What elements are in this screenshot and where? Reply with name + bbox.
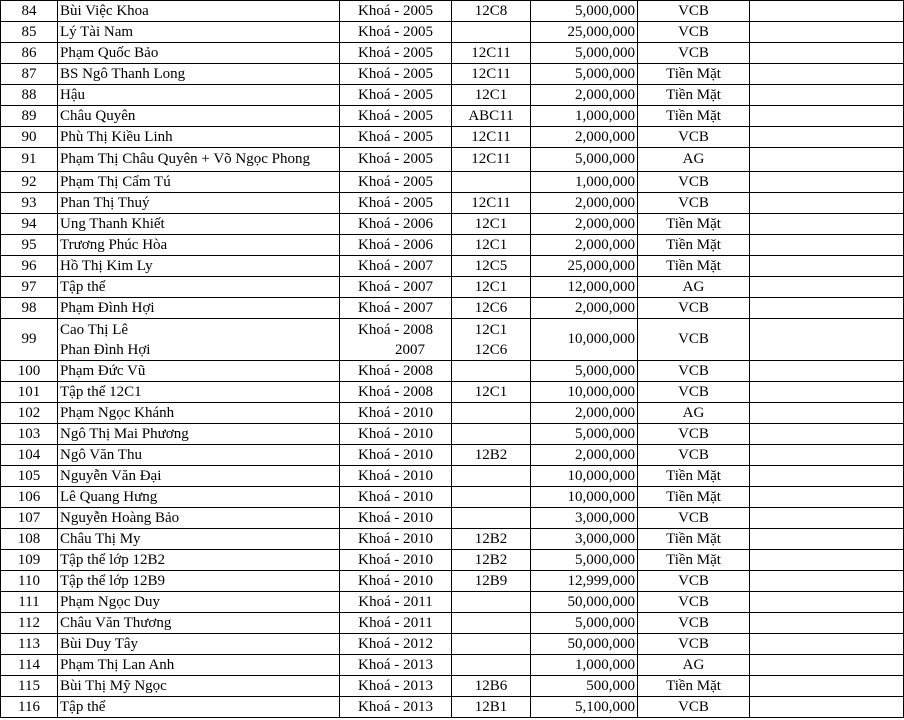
amount-cell[interactable]: 5,000,000 <box>531 1 638 22</box>
payment-method-cell[interactable]: VCB <box>638 571 750 592</box>
amount-cell[interactable]: 5,000,000 <box>531 424 638 445</box>
empty-cell[interactable] <box>750 655 904 676</box>
row-number-cell[interactable]: 96 <box>1 256 58 277</box>
payment-method-cell[interactable]: Tiền Mặt <box>638 487 750 508</box>
empty-cell[interactable] <box>750 193 904 214</box>
amount-cell[interactable]: 2,000,000 <box>531 127 638 148</box>
empty-cell[interactable] <box>750 697 904 718</box>
empty-cell[interactable] <box>750 466 904 487</box>
table-row <box>1 613 904 634</box>
class-cell[interactable]: 12B9 <box>452 571 531 592</box>
row-number-cell[interactable]: 98 <box>1 298 58 319</box>
row-number-cell[interactable]: 104 <box>1 445 58 466</box>
amount-cell[interactable]: 50,000,000 <box>531 592 638 613</box>
class-cell[interactable] <box>452 424 531 445</box>
empty-cell[interactable] <box>750 571 904 592</box>
table-row <box>1 382 904 403</box>
empty-cell[interactable] <box>750 1 904 22</box>
row-number-cell[interactable]: 89 <box>1 106 58 127</box>
table-row <box>1 64 904 85</box>
empty-cell[interactable] <box>750 550 904 571</box>
table-row <box>1 235 904 256</box>
donor-name-cell[interactable]: Phạm Thị Cẩm Tú <box>58 172 340 193</box>
table-row <box>1 550 904 571</box>
donor-name-cell[interactable]: Lê Quang Hưng <box>58 487 340 508</box>
cohort-cell[interactable]: Khoá - 2010 <box>340 487 452 508</box>
class-cell[interactable]: 12C1 <box>452 85 531 106</box>
cohort-cell[interactable]: Khoá - 2007 <box>340 298 452 319</box>
table-row <box>1 445 904 466</box>
table-row <box>1 127 904 148</box>
class-cell[interactable]: 12C8 <box>452 1 531 22</box>
amount-cell[interactable]: 2,000,000 <box>531 298 638 319</box>
payment-method-cell[interactable]: Tiền Mặt <box>638 676 750 697</box>
row-number-cell[interactable]: 110 <box>1 571 58 592</box>
row-number-cell[interactable]: 86 <box>1 43 58 64</box>
cohort-cell[interactable]: Khoá - 2005 <box>340 43 452 64</box>
table-row <box>1 193 904 214</box>
amount-cell[interactable]: 5,000,000 <box>531 361 638 382</box>
table-row <box>1 148 904 172</box>
row-number-cell[interactable]: 84 <box>1 1 58 22</box>
row-number-cell[interactable]: 91 <box>1 148 58 172</box>
row-number-cell[interactable]: 97 <box>1 277 58 298</box>
donor-name-cell[interactable]: Lý Tài Nam <box>58 22 340 43</box>
table-row <box>1 508 904 529</box>
payment-method-cell[interactable]: VCB <box>638 361 750 382</box>
empty-cell[interactable] <box>750 403 904 424</box>
class-cell[interactable]: 12C11 <box>452 127 531 148</box>
payment-method-cell[interactable]: Tiền Mặt <box>638 466 750 487</box>
cohort-cell[interactable]: Khoá - 2007 <box>340 277 452 298</box>
payment-method-cell[interactable]: Tiền Mặt <box>638 550 750 571</box>
row-number-cell[interactable]: 102 <box>1 403 58 424</box>
class-cell[interactable] <box>452 403 531 424</box>
donor-name-cell[interactable]: Phạm Quốc Bảo <box>58 43 340 64</box>
donor-name-cell[interactable]: Tập thể <box>58 697 340 718</box>
class-cell[interactable] <box>452 508 531 529</box>
donor-name-cell[interactable]: Phan Thị Thuý <box>58 193 340 214</box>
donor-name-cell[interactable]: Châu Thị My <box>58 529 340 550</box>
amount-cell[interactable]: 3,000,000 <box>531 529 638 550</box>
table-row <box>1 571 904 592</box>
table-row <box>1 22 904 43</box>
payment-method-cell[interactable]: AG <box>638 403 750 424</box>
cohort-cell[interactable]: Khoá - 2010 <box>340 445 452 466</box>
cohort-cell[interactable]: Khoá - 2010 <box>340 571 452 592</box>
empty-cell[interactable] <box>750 22 904 43</box>
payment-method-cell[interactable]: VCB <box>638 127 750 148</box>
amount-cell[interactable]: 1,000,000 <box>531 172 638 193</box>
cohort-cell[interactable]: Khoá - 2010 <box>340 550 452 571</box>
empty-cell[interactable] <box>750 634 904 655</box>
amount-cell[interactable]: 500,000 <box>531 676 638 697</box>
empty-cell[interactable] <box>750 64 904 85</box>
payment-method-cell[interactable]: Tiền Mặt <box>638 235 750 256</box>
table-row <box>1 214 904 235</box>
class-cell[interactable] <box>452 487 531 508</box>
class-cell-line-2: 12C6 <box>474 341 508 358</box>
cohort-cell[interactable]: Khoá - 2010 <box>340 466 452 487</box>
class-cell[interactable] <box>452 466 531 487</box>
cohort-cell[interactable]: Khoá - 2010 <box>340 508 452 529</box>
cohort-cell[interactable]: Khoá - 2008 <box>340 361 452 382</box>
donor-name-cell-line-1: Cao Thị Lê <box>60 321 129 338</box>
table-row <box>1 277 904 298</box>
class-cell[interactable] <box>452 592 531 613</box>
row-number-cell[interactable]: 109 <box>1 550 58 571</box>
cohort-cell[interactable]: Khoá - 2013 <box>340 676 452 697</box>
donor-name-cell[interactable]: Bùi Việc Khoa <box>58 1 340 22</box>
table-row <box>1 487 904 508</box>
empty-cell[interactable] <box>750 148 904 172</box>
table-row <box>1 592 904 613</box>
table-row <box>1 106 904 127</box>
amount-cell[interactable]: 12,000,000 <box>531 277 638 298</box>
amount-cell[interactable]: 3,000,000 <box>531 508 638 529</box>
cohort-cell[interactable]: Khoá - 2010 <box>340 403 452 424</box>
row-number-cell[interactable]: 115 <box>1 676 58 697</box>
cohort-cell[interactable]: Khoá - 2005 <box>340 106 452 127</box>
table-row <box>1 1 904 22</box>
table-row <box>1 403 904 424</box>
class-cell-line-1: 12C1 <box>474 321 508 338</box>
row-number-cell[interactable]: 94 <box>1 214 58 235</box>
table-body <box>1 1 904 718</box>
empty-cell[interactable] <box>750 319 904 361</box>
class-cell[interactable] <box>452 172 531 193</box>
empty-cell[interactable] <box>750 85 904 106</box>
donor-name-cell[interactable]: Trương Phúc Hòa <box>58 235 340 256</box>
table-row <box>1 256 904 277</box>
table-row <box>1 676 904 697</box>
empty-cell[interactable] <box>750 487 904 508</box>
donor-name-cell[interactable]: Phạm Ngọc Duy <box>58 592 340 613</box>
cohort-cell[interactable]: Khoá - 2013 <box>340 655 452 676</box>
empty-cell[interactable] <box>750 277 904 298</box>
row-number-cell[interactable]: 85 <box>1 22 58 43</box>
row-number-cell[interactable]: 114 <box>1 655 58 676</box>
amount-cell[interactable]: 50,000,000 <box>531 634 638 655</box>
payment-method-cell[interactable]: AG <box>638 277 750 298</box>
payment-method-cell[interactable]: Tiền Mặt <box>638 529 750 550</box>
payment-method-cell[interactable]: VCB <box>638 1 750 22</box>
empty-cell[interactable] <box>750 424 904 445</box>
table-row <box>1 697 904 718</box>
cohort-cell[interactable]: Khoá - 2005 <box>340 1 452 22</box>
class-cell[interactable] <box>452 655 531 676</box>
payment-method-cell[interactable]: VCB <box>638 424 750 445</box>
amount-cell[interactable]: 2,000,000 <box>531 85 638 106</box>
amount-cell[interactable]: 2,000,000 <box>531 445 638 466</box>
row-number-cell[interactable]: 105 <box>1 466 58 487</box>
donor-name-cell[interactable]: Tập thể lớp 12B2 <box>58 550 340 571</box>
payment-method-cell[interactable]: Tiền Mặt <box>638 256 750 277</box>
donor-name-cell[interactable]: Bùi Duy Tây <box>58 634 340 655</box>
donor-name-cell[interactable]: Châu Quyên <box>58 106 340 127</box>
class-cell[interactable]: 12C1 <box>452 214 531 235</box>
empty-cell[interactable] <box>750 529 904 550</box>
cohort-cell[interactable]: Khoá - 2005 <box>340 148 452 172</box>
empty-cell[interactable] <box>750 382 904 403</box>
cohort-cell[interactable]: Khoá - 2005 <box>340 64 452 85</box>
amount-cell[interactable]: 10,000,000 <box>531 319 638 361</box>
empty-cell[interactable] <box>750 445 904 466</box>
amount-cell[interactable]: 2,000,000 <box>531 193 638 214</box>
amount-cell[interactable]: 5,000,000 <box>531 64 638 85</box>
payment-method-cell[interactable]: VCB <box>638 382 750 403</box>
payment-method-cell[interactable]: VCB <box>638 445 750 466</box>
row-number-cell[interactable]: 103 <box>1 424 58 445</box>
class-cell[interactable]: 12C1 <box>452 235 531 256</box>
amount-cell[interactable]: 5,000,000 <box>531 550 638 571</box>
donor-name-cell[interactable]: BS Ngô Thanh Long <box>58 64 340 85</box>
cohort-cell[interactable]: Khoá - 2012 <box>340 634 452 655</box>
amount-cell[interactable]: 10,000,000 <box>531 382 638 403</box>
row-number-cell[interactable]: 100 <box>1 361 58 382</box>
payment-method-cell[interactable]: VCB <box>638 193 750 214</box>
empty-cell[interactable] <box>750 172 904 193</box>
amount-cell[interactable]: 1,000,000 <box>531 106 638 127</box>
class-cell[interactable]: 12C11 <box>452 148 531 172</box>
class-cell[interactable] <box>452 613 531 634</box>
table-row <box>1 529 904 550</box>
donor-name-cell[interactable]: Phạm Ngọc Khánh <box>58 403 340 424</box>
class-cell[interactable]: 12C11 <box>452 193 531 214</box>
cohort-cell[interactable]: Khoá - 2008 <box>340 382 452 403</box>
row-number-cell[interactable]: 116 <box>1 697 58 718</box>
payment-method-cell[interactable]: Tiền Mặt <box>638 64 750 85</box>
cohort-cell-line-1: Khoá - 2008 <box>358 321 433 338</box>
donor-name-cell[interactable]: Phù Thị Kiều Linh <box>58 127 340 148</box>
cohort-cell[interactable]: Khoá - 2005 <box>340 172 452 193</box>
payment-method-cell[interactable]: VCB <box>638 22 750 43</box>
empty-cell[interactable] <box>750 508 904 529</box>
amount-cell[interactable]: 5,000,000 <box>531 148 638 172</box>
cohort-cell[interactable]: Khoá - 2005 <box>340 85 452 106</box>
row-number-cell[interactable]: 108 <box>1 529 58 550</box>
class-cell[interactable]: 12C11 <box>452 64 531 85</box>
payment-method-cell[interactable]: VCB <box>638 592 750 613</box>
row-number-cell[interactable]: 92 <box>1 172 58 193</box>
payment-method-cell[interactable]: VCB <box>638 634 750 655</box>
empty-cell[interactable] <box>750 256 904 277</box>
amount-cell[interactable]: 10,000,000 <box>531 466 638 487</box>
row-number-cell[interactable]: 88 <box>1 85 58 106</box>
class-cell[interactable]: 12B6 <box>452 676 531 697</box>
class-cell[interactable]: 12C5 <box>452 256 531 277</box>
payment-method-cell[interactable]: AG <box>638 148 750 172</box>
class-cell[interactable]: 12C11 <box>452 43 531 64</box>
amount-cell[interactable]: 1,000,000 <box>531 655 638 676</box>
row-number-cell[interactable]: 113 <box>1 634 58 655</box>
donor-name-cell[interactable]: Phạm Thị Châu Quyên + Võ Ngọc Phong <box>58 148 340 172</box>
donor-name-cell[interactable]: Phạm Đình Hợi <box>58 298 340 319</box>
payment-method-cell[interactable]: VCB <box>638 298 750 319</box>
table-row <box>1 655 904 676</box>
amount-cell[interactable]: 10,000,000 <box>531 487 638 508</box>
payment-method-cell[interactable]: Tiền Mặt <box>638 214 750 235</box>
cohort-cell[interactable]: Khoá - 2005 <box>340 127 452 148</box>
empty-cell[interactable] <box>750 43 904 64</box>
row-number-cell[interactable]: 111 <box>1 592 58 613</box>
class-cell[interactable]: 12C6 <box>452 298 531 319</box>
row-number-cell[interactable]: 93 <box>1 193 58 214</box>
class-cell[interactable]: 12B2 <box>452 445 531 466</box>
row-number-cell[interactable]: 95 <box>1 235 58 256</box>
table-row <box>1 319 904 361</box>
table-row <box>1 43 904 64</box>
payment-method-cell[interactable]: VCB <box>638 508 750 529</box>
row-number-cell[interactable]: 107 <box>1 508 58 529</box>
class-cell[interactable]: ABC11 <box>452 106 531 127</box>
amount-cell[interactable]: 2,000,000 <box>531 403 638 424</box>
payment-method-cell[interactable]: VCB <box>638 697 750 718</box>
class-cell[interactable] <box>452 634 531 655</box>
donor-name-cell[interactable]: Nguyễn Văn Đại <box>58 466 340 487</box>
cohort-cell[interactable]: Khoá - 2006 <box>340 235 452 256</box>
donor-name-cell[interactable] <box>58 319 340 361</box>
donor-name-cell[interactable]: Tập thể lớp 12B9 <box>58 571 340 592</box>
amount-cell[interactable]: 25,000,000 <box>531 22 638 43</box>
cohort-cell[interactable]: Khoá - 2007 <box>340 256 452 277</box>
payment-method-cell[interactable]: VCB <box>638 613 750 634</box>
cohort-cell-line-2: 2007 <box>395 341 425 358</box>
cohort-cell[interactable]: Khoá - 2005 <box>340 22 452 43</box>
cohort-cell[interactable]: Khoá - 2005 <box>340 193 452 214</box>
amount-cell[interactable]: 5,100,000 <box>531 697 638 718</box>
row-number-cell[interactable]: 101 <box>1 382 58 403</box>
table-row <box>1 361 904 382</box>
row-number-cell[interactable]: 112 <box>1 613 58 634</box>
amount-cell[interactable]: 2,000,000 <box>531 235 638 256</box>
donor-name-cell[interactable]: Châu Văn Thương <box>58 613 340 634</box>
row-number-cell[interactable]: 87 <box>1 64 58 85</box>
cohort-cell[interactable]: Khoá - 2010 <box>340 529 452 550</box>
row-number-cell[interactable]: 99 <box>1 319 58 361</box>
table-row <box>1 466 904 487</box>
payment-method-cell[interactable]: Tiền Mặt <box>638 106 750 127</box>
amount-cell[interactable]: 12,999,000 <box>531 571 638 592</box>
cohort-cell[interactable] <box>340 319 452 361</box>
table-row <box>1 172 904 193</box>
payment-method-cell[interactable]: VCB <box>638 172 750 193</box>
empty-cell[interactable] <box>750 361 904 382</box>
empty-cell[interactable] <box>750 127 904 148</box>
class-cell[interactable]: 12B2 <box>452 550 531 571</box>
cohort-cell[interactable]: Khoá - 2011 <box>340 613 452 634</box>
class-cell[interactable]: 12B1 <box>452 697 531 718</box>
payment-method-cell[interactable]: AG <box>638 655 750 676</box>
cohort-cell[interactable]: Khoá - 2011 <box>340 592 452 613</box>
empty-cell[interactable] <box>750 214 904 235</box>
amount-cell[interactable]: 2,000,000 <box>531 214 638 235</box>
amount-cell[interactable]: 25,000,000 <box>531 256 638 277</box>
donor-name-cell[interactable]: Ung Thanh Khiết <box>58 214 340 235</box>
empty-cell[interactable] <box>750 106 904 127</box>
donor-name-cell[interactable]: Tập thể 12C1 <box>58 382 340 403</box>
empty-cell[interactable] <box>750 298 904 319</box>
class-cell[interactable]: 12B2 <box>452 529 531 550</box>
empty-cell[interactable] <box>750 613 904 634</box>
empty-cell[interactable] <box>750 235 904 256</box>
class-cell[interactable] <box>452 319 531 361</box>
donor-name-cell[interactable]: Hồ Thị Kim Ly <box>58 256 340 277</box>
class-cell[interactable] <box>452 22 531 43</box>
class-cell[interactable]: 12C1 <box>452 277 531 298</box>
donor-name-cell-line-2: Phan Đình Hợi <box>60 341 151 358</box>
cohort-cell[interactable]: Khoá - 2013 <box>340 697 452 718</box>
cohort-cell[interactable]: Khoá - 2010 <box>340 424 452 445</box>
table-row <box>1 634 904 655</box>
payment-method-cell[interactable]: VCB <box>638 43 750 64</box>
class-cell[interactable]: 12C1 <box>452 382 531 403</box>
amount-cell[interactable]: 5,000,000 <box>531 43 638 64</box>
table-row <box>1 85 904 106</box>
donor-name-cell[interactable]: Phạm Đức Vũ <box>58 361 340 382</box>
class-cell[interactable] <box>452 361 531 382</box>
empty-cell[interactable] <box>750 676 904 697</box>
payment-method-cell[interactable]: Tiền Mặt <box>638 85 750 106</box>
donor-name-cell[interactable]: Ngô Thị Mai Phương <box>58 424 340 445</box>
row-number-cell[interactable]: 106 <box>1 487 58 508</box>
amount-cell[interactable]: 5,000,000 <box>531 613 638 634</box>
empty-cell[interactable] <box>750 592 904 613</box>
donor-name-cell[interactable]: Phạm Thị Lan Anh <box>58 655 340 676</box>
donor-name-cell[interactable]: Tập thể <box>58 277 340 298</box>
table-row <box>1 424 904 445</box>
cohort-cell[interactable]: Khoá - 2006 <box>340 214 452 235</box>
table-row <box>1 298 904 319</box>
donor-name-cell[interactable]: Hậu <box>58 85 340 106</box>
payment-method-cell[interactable]: VCB <box>638 319 750 361</box>
donor-name-cell[interactable]: Bùi Thị Mỹ Ngọc <box>58 676 340 697</box>
row-number-cell[interactable]: 90 <box>1 127 58 148</box>
donor-name-cell[interactable]: Ngô Văn Thu <box>58 445 340 466</box>
donor-name-cell[interactable]: Nguyễn Hoàng Bảo <box>58 508 340 529</box>
